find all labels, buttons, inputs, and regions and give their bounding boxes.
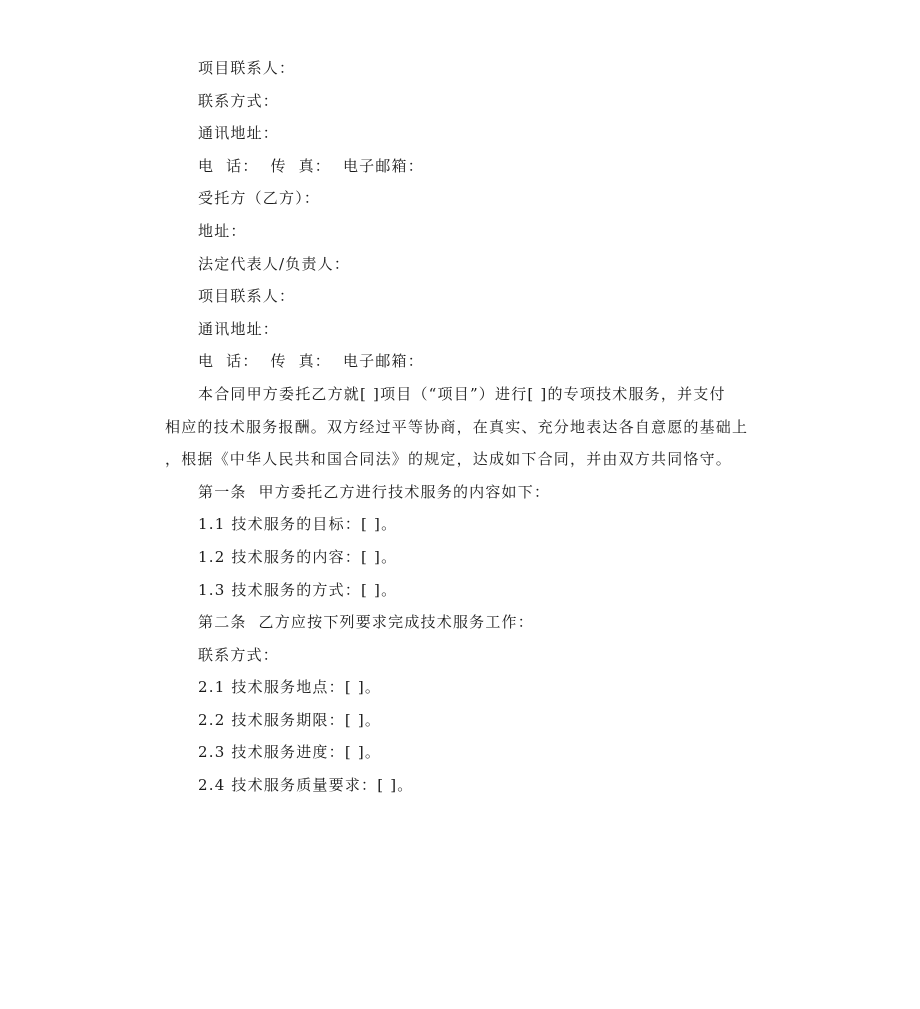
document-body (165, 52, 761, 802)
party-b-mailing-address: 通讯地址： (198, 319, 280, 338)
party-b-legal-representative: 法定代表人/负责人： (198, 254, 351, 273)
party-b-phone-fax-email: 电 话： 传 真： 电子邮箱： (198, 352, 424, 371)
party-b-address: 地址： (198, 221, 247, 240)
clause-2-3: 2.3 技术服务进度：[ ]。 (198, 743, 382, 762)
party-a-contact-method: 联系方式： (198, 91, 280, 110)
intro-paragraph (165, 378, 761, 476)
clause-1-1: 1.1 技术服务的目标：[ ]。 (198, 515, 398, 534)
clause-2-1: 2.1 技术服务地点：[ ]。 (198, 678, 382, 697)
party-a-mailing-address: 通讯地址： (198, 124, 280, 143)
party-b-project-contact: 项目联系人： (198, 287, 296, 306)
clause-2-2: 2.2 技术服务期限：[ ]。 (198, 710, 382, 729)
article-2-heading: 第二条 乙方应按下列要求完成技术服务工作： (198, 613, 534, 632)
article-1-heading: 第一条 甲方委托乙方进行技术服务的内容如下： (198, 482, 551, 501)
clause-2-4: 2.4 技术服务质量要求：[ ]。 (198, 776, 414, 795)
clause-1-2: 1.2 技术服务的内容：[ ]。 (198, 547, 398, 566)
party-b-heading: 受托方（乙方）： (198, 189, 321, 208)
article-2-contact-method: 联系方式： (198, 645, 280, 664)
intro-line-1: 本合同甲方委托乙方就[ ]项目（“项目”）进行[ ]的专项技术服务，并支付 (198, 384, 726, 403)
intro-line-2: 相应的技术服务报酬。双方经过平等协商，在真实、充分地表达各自意愿的基础上 (165, 417, 749, 436)
intro-line-3: ，根据《中华人民共和国合同法》的规定，达成如下合同，并由双方共同恪守。 (165, 450, 733, 469)
party-a-project-contact: 项目联系人： (198, 59, 296, 77)
clause-1-3: 1.3 技术服务的方式：[ ]。 (198, 580, 398, 599)
party-a-phone-fax-email: 电 话： 传 真： 电子邮箱： (198, 156, 424, 175)
